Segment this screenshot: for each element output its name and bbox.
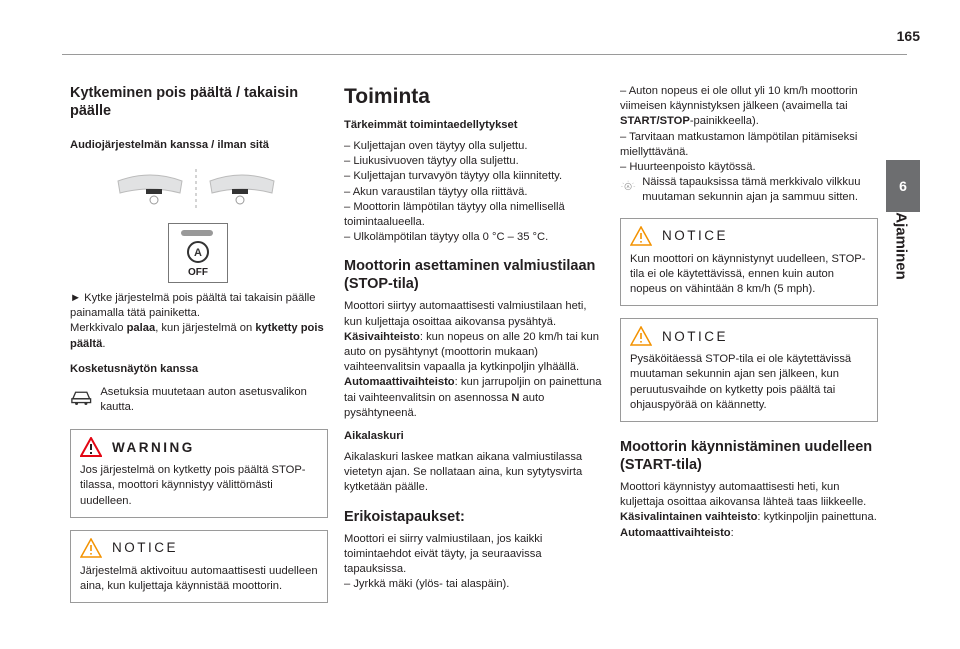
notice-header [630, 326, 868, 346]
automatic-gearbox-text: Automaattivaihteisto: [620, 526, 734, 539]
special-cases-text: Moottori ei siirry valmiustilaan, jos kaikki toimintaehdot eivät täyty, ja seuraavissa tapauksissa. [344, 532, 543, 576]
notice-text: Kun moottori on käynnistynyt uudelleen, STOP-tila ei ole käytettävissä, ennen kuin auton nopeus on vähintään 8 km/h (5 mph). [630, 252, 866, 296]
column-3 [620, 84, 878, 541]
chapter-tab-number[interactable]: 6 [886, 160, 920, 212]
list-item: – Kuljettajan oven täytyy olla suljettu. [344, 140, 528, 152]
column-1 [70, 84, 328, 603]
timer-heading: Aikalaskuri [344, 430, 404, 443]
speed-condition: – Auton nopeus ei ole ollut yli 10 km/h moottorin viimeisen käynnistyksen jälkeen (avaimella tai START/STOP-painikkeella). [620, 85, 858, 128]
list-item: – Liukusivuoven täytyy olla suljettu. [344, 155, 519, 168]
list-item: – Jyrkkä mäki (ylös- tai alaspäin). [344, 578, 510, 591]
section-title-operation: Toiminta [344, 85, 430, 108]
timer-text: Aikalaskuri laskee matkan aikana valmiustilassa vietetyn ajan. Se nollataan aina, kun sytytysvirta kytketään päälle. [344, 451, 583, 494]
warning-header [80, 437, 318, 457]
requirements-heading: Tärkeimmät toimintaedellytykset [344, 119, 518, 131]
dashboard-icon [70, 163, 328, 223]
special-cases-heading: Erikoistapaukset: [344, 508, 465, 525]
list-item: – Huurteenpoisto käytössä. [620, 161, 756, 174]
indicator-description: Merkkivalo palaa, kun järjestelmä on kytketty pois päältä. [70, 322, 324, 350]
notice-header [630, 226, 868, 246]
standby-heading: Moottorin asettaminen valmiustilaan (STOP-tila) [344, 258, 596, 293]
blink-note: A Näissä tapauksissa tämä merkkivalo vilkkuu muutaman sekunnin ajan ja sammuu sitten. [620, 175, 878, 205]
manual-gearbox-text: Käsivalintainen vaihteisto: kytkinpoljin painettuna. [620, 511, 877, 524]
requirements-list [344, 139, 604, 245]
notice-box-1 [620, 218, 878, 307]
notice-title: NOTICE [112, 540, 179, 556]
warning-text: Jos järjestelmä on kytketty pois päältä STOP-tilassa, moottori käynnistyy välittömästi uudelleen. [80, 464, 306, 507]
stop-start-off-button[interactable] [168, 223, 228, 283]
notice-box [70, 530, 328, 603]
notice-text: Pysäköitäessä STOP-tila ei ole käytettävissä muutaman sekunnin ajan sen jälkeen, kun peruutusvaihde on kytketty pois päältä tai ohjauspyörää on käännetty. [630, 353, 852, 411]
warning-title: WARNING [112, 439, 195, 455]
notice-title: NOTICE [662, 228, 729, 244]
manual-gearbox-text: Käsivaihteisto: kun nopeus on alle 20 km/h tai kun auto on pysähtynyt (moottorin mukaan) vaihteenvalitsin vapaalla ja kytkinpoljin ylhäällä. [344, 330, 599, 374]
restart-text: Moottori käynnistyy automaattisesti heti, kun kuljettaja osoittaa aikovansa lähteä taas liikkeelle. [620, 481, 867, 509]
standby-text: Moottori siirtyy automaattisesti valmiustilaan heti, kun kuljettaja osoittaa aikovansa pysähtyä. [344, 300, 587, 328]
notice-triangle-icon [630, 226, 652, 246]
notice-header [80, 538, 318, 558]
off-label: OFF [188, 267, 208, 278]
list-item: – Kuljettajan turvavyön täytyy olla kiinnitetty. [344, 170, 563, 183]
dashboard-illustration [70, 163, 328, 223]
chapter-title: Ajaminen [892, 212, 910, 280]
warning-box [70, 429, 328, 518]
svg-text:A: A [194, 247, 202, 259]
svg-text:A: A [626, 184, 630, 190]
header-divider [62, 54, 907, 55]
audio-subheading: Audiojärjestelmän kanssa / ilman sitä [70, 139, 269, 151]
restart-heading: Moottorin käynnistäminen uudelleen (START-tila) [620, 439, 873, 474]
chapter-tab-label [887, 212, 915, 280]
page-number: 165 [896, 28, 920, 44]
list-item: – Moottorin lämpötilan täytyy olla nimellisellä toimintaalueella. [344, 200, 565, 229]
notice-text: Järjestelmä aktivoituu automaattisesti uudelleen aina, kun kuljettaja käynnistää moottorin. [80, 564, 318, 593]
notice-box-2 [620, 318, 878, 422]
notice-title: NOTICE [662, 328, 729, 344]
touchscreen-note: Asetuksia muutetaan auton asetusvalikon kautta. [70, 385, 328, 415]
off-button-illustration [70, 223, 328, 285]
list-item: – Akun varaustilan täytyy olla riittävä. [344, 185, 528, 198]
notice-triangle-icon [80, 538, 102, 558]
section-heading-switch: Kytkeminen pois päältä / takaisin päälle [70, 85, 299, 119]
touchscreen-heading: Kosketusnäytön kanssa [70, 362, 199, 375]
list-item: – Tarvitaan matkustamon lämpötilan pitämiseksi miellyttävänä. [620, 130, 858, 158]
list-item: – Ulkolämpötilan täytyy olla 0 °C – 35 °C. [344, 231, 549, 244]
car-settings-icon [70, 385, 94, 407]
switch-instruction: ► Kytke järjestelmä pois päältä tai takaisin päälle painamalla tätä painiketta. [70, 292, 316, 320]
automatic-gearbox-text: Automaattivaihteisto: kun jarrupoljin on painettuna tai vaihteenvalitsin on asennossa N auto pysähtyneenä. [344, 376, 602, 419]
warning-triangle-icon [80, 437, 102, 457]
column-2 [344, 84, 604, 592]
auto-a-blinking-icon [620, 175, 636, 197]
notice-triangle-icon [630, 326, 652, 346]
